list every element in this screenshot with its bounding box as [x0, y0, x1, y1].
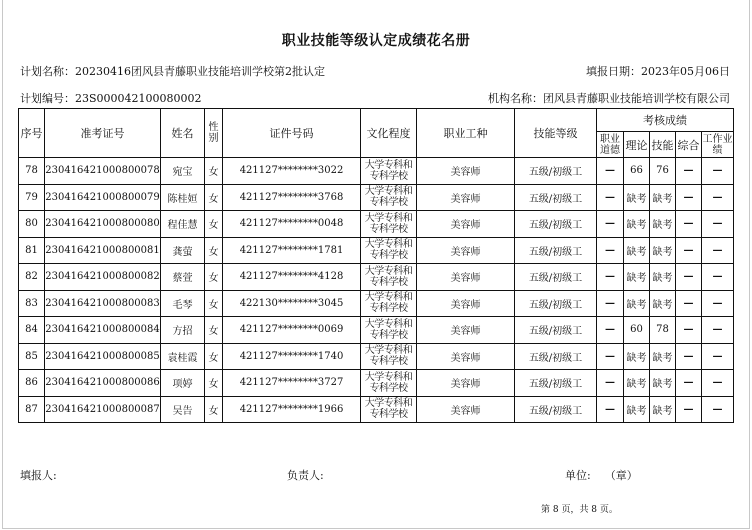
cell-skill-level: 五级/初级工	[515, 211, 597, 238]
cell-ethics: —	[597, 264, 624, 291]
header-occupation: 职业工种	[417, 109, 515, 158]
cell-seq: 78	[19, 158, 45, 185]
cell-skill: 78	[650, 317, 676, 344]
cell-name: 龚萤	[161, 237, 205, 264]
cell-theory: 缺考	[624, 264, 650, 291]
cell-id-number: 421127********4128	[223, 264, 361, 291]
cell-theory: 缺考	[624, 184, 650, 211]
cell-id-number: 421127********1966	[223, 396, 361, 423]
cell-skill-level: 五级/初级工	[515, 264, 597, 291]
cell-occupation: 美容师	[417, 370, 515, 397]
cell-id-number: 422130********3045	[223, 290, 361, 317]
cell-seq: 85	[19, 343, 45, 370]
plan-name: 计划名称：20230416团风县青藤职业技能培训学校第2批认定	[20, 65, 325, 78]
fill-date: 填报日期：2023年05月06日	[586, 65, 730, 78]
cell-overall: —	[676, 264, 702, 291]
cell-gender: 女	[205, 184, 223, 211]
cell-exam-number: 230416421000800083	[45, 290, 161, 317]
cell-skill-level: 五级/初级工	[515, 158, 597, 185]
cell-work-performance: —	[702, 211, 734, 238]
cell-occupation: 美容师	[417, 184, 515, 211]
header-assessment-scores: 考核成绩	[597, 109, 734, 132]
cell-occupation: 美容师	[417, 317, 515, 344]
cell-theory: 缺考	[624, 237, 650, 264]
cell-education: 大学专科和专科学校	[361, 211, 417, 238]
cell-seq: 81	[19, 237, 45, 264]
table-row	[19, 290, 734, 317]
cell-seq: 86	[19, 370, 45, 397]
unit-seal-label: 单位: （章）	[565, 469, 638, 482]
cell-education: 大学专科和专科学校	[361, 237, 417, 264]
header-education: 文化程度	[361, 109, 417, 158]
cell-work-performance: —	[702, 370, 734, 397]
cell-education: 大学专科和专科学校	[361, 317, 417, 344]
cell-gender: 女	[205, 211, 223, 238]
page-number: 第 8 页，共 8 页。	[541, 505, 618, 515]
cell-overall: —	[676, 317, 702, 344]
cell-occupation: 美容师	[417, 158, 515, 185]
cell-ethics: —	[597, 184, 624, 211]
cell-education: 大学专科和专科学校	[361, 343, 417, 370]
cell-id-number: 421127********0069	[223, 317, 361, 344]
table-row	[19, 237, 734, 264]
organization-name: 机构名称：团风县青藤职业技能培训学校有限公司	[488, 92, 730, 105]
cell-overall: —	[676, 396, 702, 423]
cell-skill: 76	[650, 158, 676, 185]
cell-gender: 女	[205, 264, 223, 291]
header-skill-level: 技能等级	[515, 109, 597, 158]
cell-occupation: 美容师	[417, 264, 515, 291]
cell-seq: 84	[19, 317, 45, 344]
cell-work-performance: —	[702, 317, 734, 344]
cell-theory: 缺考	[624, 343, 650, 370]
cell-education: 大学专科和专科学校	[361, 264, 417, 291]
cell-skill: 缺考	[650, 396, 676, 423]
cell-occupation: 美容师	[417, 396, 515, 423]
cell-overall: —	[676, 370, 702, 397]
cell-ethics: —	[597, 158, 624, 185]
cell-theory: 60	[624, 317, 650, 344]
header-ethics: 职业道德	[597, 132, 624, 158]
cell-occupation: 美容师	[417, 290, 515, 317]
table-row	[19, 370, 734, 397]
cell-id-number: 421127********1781	[223, 237, 361, 264]
cell-name: 袁桂霞	[161, 343, 205, 370]
cell-education: 大学专科和专科学校	[361, 158, 417, 185]
cell-name: 毛琴	[161, 290, 205, 317]
cell-exam-number: 230416421000800081	[45, 237, 161, 264]
cell-ethics: —	[597, 237, 624, 264]
cell-education: 大学专科和专科学校	[361, 290, 417, 317]
header-id-number: 证件号码	[223, 109, 361, 158]
cell-theory: 缺考	[624, 370, 650, 397]
cell-work-performance: —	[702, 396, 734, 423]
plan-number: 计划编号：23S000042100080002	[20, 92, 202, 105]
cell-seq: 83	[19, 290, 45, 317]
cell-skill-level: 五级/初级工	[515, 290, 597, 317]
header-name: 姓名	[161, 109, 205, 158]
cell-id-number: 421127********1740	[223, 343, 361, 370]
cell-gender: 女	[205, 370, 223, 397]
cell-skill-level: 五级/初级工	[515, 343, 597, 370]
cell-name: 项婷	[161, 370, 205, 397]
cell-education: 大学专科和专科学校	[361, 370, 417, 397]
cell-gender: 女	[205, 396, 223, 423]
cell-skill: 缺考	[650, 290, 676, 317]
cell-skill: 缺考	[650, 237, 676, 264]
cell-ethics: —	[597, 370, 624, 397]
cell-name: 陈桂姮	[161, 184, 205, 211]
cell-ethics: —	[597, 396, 624, 423]
table-row	[19, 211, 734, 238]
cell-skill-level: 五级/初级工	[515, 317, 597, 344]
header-gender: 性别	[205, 109, 223, 158]
table-row	[19, 264, 734, 291]
header-skill: 技能	[650, 132, 676, 158]
cell-exam-number: 230416421000800082	[45, 264, 161, 291]
cell-skill-level: 五级/初级工	[515, 184, 597, 211]
score-table	[18, 108, 734, 423]
cell-skill-level: 五级/初级工	[515, 370, 597, 397]
cell-overall: —	[676, 237, 702, 264]
cell-exam-number: 230416421000800080	[45, 211, 161, 238]
document-title: 职业技能等级认定成绩花名册	[281, 33, 471, 49]
table-row	[19, 317, 734, 344]
cell-theory: 缺考	[624, 290, 650, 317]
cell-education: 大学专科和专科学校	[361, 396, 417, 423]
table-row	[19, 396, 734, 423]
header-seq: 序号	[19, 109, 45, 158]
cell-ethics: —	[597, 290, 624, 317]
cell-gender: 女	[205, 343, 223, 370]
cell-skill-level: 五级/初级工	[515, 237, 597, 264]
cell-exam-number: 230416421000800084	[45, 317, 161, 344]
cell-overall: —	[676, 290, 702, 317]
cell-seq: 87	[19, 396, 45, 423]
cell-ethics: —	[597, 317, 624, 344]
table-row	[19, 343, 734, 370]
cell-skill-level: 五级/初级工	[515, 396, 597, 423]
cell-work-performance: —	[702, 290, 734, 317]
cell-exam-number: 230416421000800079	[45, 184, 161, 211]
cell-name: 蔡萱	[161, 264, 205, 291]
cell-exam-number: 230416421000800078	[45, 158, 161, 185]
header-overall: 综合	[676, 132, 702, 158]
cell-work-performance: —	[702, 237, 734, 264]
cell-overall: —	[676, 158, 702, 185]
cell-overall: —	[676, 343, 702, 370]
cell-seq: 80	[19, 211, 45, 238]
cell-work-performance: —	[702, 158, 734, 185]
cell-occupation: 美容师	[417, 237, 515, 264]
table-header-row	[19, 109, 734, 132]
cell-name: 方招	[161, 317, 205, 344]
table-row	[19, 158, 734, 185]
cell-gender: 女	[205, 158, 223, 185]
header-work-performance: 工作业绩	[702, 133, 733, 156]
cell-id-number: 421127********3768	[223, 184, 361, 211]
cell-skill: 缺考	[650, 184, 676, 211]
cell-work-performance: —	[702, 343, 734, 370]
cell-seq: 82	[19, 264, 45, 291]
filler-label: 填报人:	[20, 469, 57, 482]
cell-skill: 缺考	[650, 211, 676, 238]
cell-education: 大学专科和专科学校	[361, 184, 417, 211]
cell-occupation: 美容师	[417, 343, 515, 370]
cell-name: 吴告	[161, 396, 205, 423]
cell-overall: —	[676, 211, 702, 238]
cell-overall: —	[676, 184, 702, 211]
cell-name: 宛宝	[161, 158, 205, 185]
cell-theory: 缺考	[624, 211, 650, 238]
cell-theory: 缺考	[624, 396, 650, 423]
header-exam-number: 准考证号	[45, 109, 161, 158]
cell-gender: 女	[205, 237, 223, 264]
cell-id-number: 421127********3022	[223, 158, 361, 185]
cell-exam-number: 230416421000800086	[45, 370, 161, 397]
cell-id-number: 421127********0048	[223, 211, 361, 238]
cell-skill: 缺考	[650, 264, 676, 291]
cell-work-performance: —	[702, 264, 734, 291]
cell-ethics: —	[597, 343, 624, 370]
cell-id-number: 421127********3727	[223, 370, 361, 397]
cell-exam-number: 230416421000800085	[45, 343, 161, 370]
responsible-label: 负责人:	[287, 469, 324, 482]
cell-name: 程佳慧	[161, 211, 205, 238]
cell-ethics: —	[597, 211, 624, 238]
cell-theory: 66	[624, 158, 650, 185]
cell-gender: 女	[205, 317, 223, 344]
cell-skill: 缺考	[650, 370, 676, 397]
table-row	[19, 184, 734, 211]
header-theory: 理论	[624, 132, 650, 158]
cell-work-performance: —	[702, 184, 734, 211]
cell-skill: 缺考	[650, 343, 676, 370]
cell-exam-number: 230416421000800087	[45, 396, 161, 423]
cell-gender: 女	[205, 290, 223, 317]
cell-seq: 79	[19, 184, 45, 211]
cell-occupation: 美容师	[417, 211, 515, 238]
